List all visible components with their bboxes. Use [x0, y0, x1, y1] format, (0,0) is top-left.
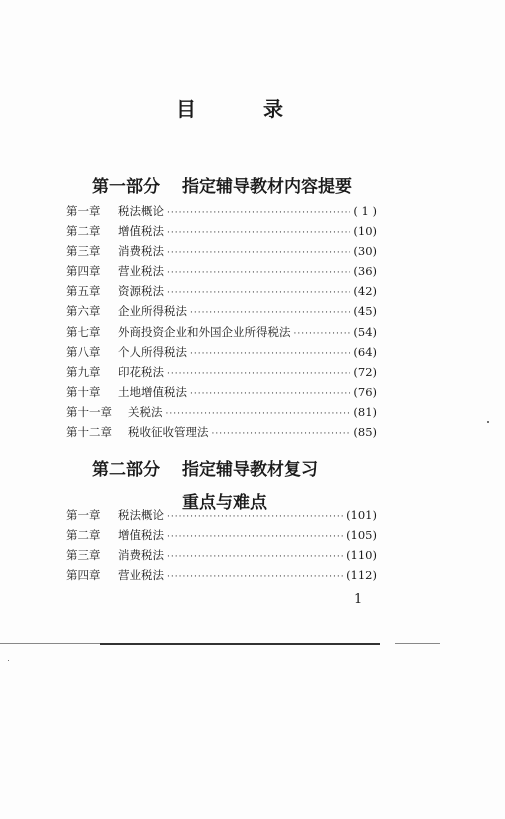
toc-entry[interactable]	[66, 567, 377, 587]
dot-leader	[167, 552, 343, 562]
chapter-title: 企业所得税法	[118, 304, 187, 319]
dot-leader	[167, 268, 350, 278]
page-number: (85)	[353, 425, 377, 440]
page-number: (72)	[353, 364, 377, 379]
scan-rule-main	[100, 643, 380, 645]
page-number: (54)	[353, 324, 377, 339]
part-two-heading	[92, 455, 318, 513]
toc-entry[interactable]	[66, 303, 377, 323]
part-title: 指定辅导教材复习	[182, 460, 318, 480]
dot-leader	[167, 288, 350, 298]
scan-rule-left	[0, 643, 100, 644]
toc-entry[interactable]	[66, 424, 377, 444]
chapter-number: 第五章	[66, 284, 101, 299]
page-number: (81)	[353, 404, 377, 419]
part-one-heading	[92, 172, 352, 197]
scan-rule-right	[395, 643, 440, 644]
toc-entry[interactable]	[66, 263, 377, 283]
dot-leader	[294, 329, 351, 339]
chapter-title: 资源税法	[118, 284, 164, 299]
chapter-number: 第三章	[66, 548, 101, 563]
page-number: (110)	[346, 548, 377, 563]
toc-part-one	[66, 203, 377, 444]
chapter-number: 第九章	[66, 364, 101, 379]
toc-entry[interactable]	[66, 283, 377, 303]
part-label: 第二部分	[92, 460, 160, 480]
chapter-number: 第十一章	[66, 404, 112, 419]
dot-leader	[167, 512, 343, 522]
chapter-number: 第一章	[66, 508, 101, 522]
chapter-number: 第八章	[66, 344, 101, 359]
page-number: (105)	[346, 528, 377, 543]
chapter-title: 税法概论	[118, 508, 164, 522]
chapter-title: 印花税法	[118, 364, 164, 379]
chapter-title: 消费税法	[118, 548, 164, 563]
chapter-number: 第三章	[66, 244, 101, 259]
toc-entry[interactable]	[66, 203, 377, 223]
dot-leader	[167, 532, 343, 542]
chapter-number: 第十二章	[66, 425, 112, 440]
dot-leader	[167, 572, 343, 582]
part-label: 第一部分	[92, 177, 160, 197]
toc-entry[interactable]	[66, 364, 377, 384]
chapter-number: 第四章	[66, 264, 101, 279]
chapter-title: 个人所得税法	[118, 344, 187, 359]
chapter-number: 第四章	[66, 568, 101, 583]
page-folio: 1	[354, 592, 363, 607]
page-number: (101)	[346, 508, 377, 522]
dot-leader	[190, 389, 350, 399]
chapter-title: 营业税法	[118, 264, 164, 279]
page-number: (10)	[353, 224, 377, 239]
part-subtitle: 重点与难点	[182, 493, 267, 513]
chapter-title: 增值税法	[118, 528, 164, 543]
toc-entry[interactable]	[66, 324, 377, 344]
toc-entry[interactable]	[66, 507, 377, 527]
toc-entry[interactable]	[66, 384, 377, 404]
part-title: 指定辅导教材内容提要	[182, 177, 352, 197]
toc-entry[interactable]	[66, 243, 377, 263]
dot-leader	[167, 208, 350, 218]
chapter-number: 第七章	[66, 324, 101, 339]
page-number: (45)	[353, 304, 377, 319]
chapter-title: 税收征收管理法	[128, 425, 209, 440]
page-title: 目 录	[176, 97, 313, 121]
dot-leader	[212, 429, 351, 439]
page-number: (112)	[346, 568, 377, 583]
toc-entry[interactable]	[66, 223, 377, 243]
dot-leader	[167, 369, 350, 379]
scan-speck	[487, 421, 489, 423]
toc-entry[interactable]	[66, 404, 377, 424]
page-number: (42)	[353, 284, 377, 299]
chapter-number: 第二章	[66, 528, 101, 543]
page-number: (30)	[353, 244, 377, 259]
chapter-title: 关税法	[128, 404, 163, 419]
dot-leader	[190, 308, 350, 318]
page-number: (76)	[353, 384, 377, 399]
chapter-title: 消费税法	[118, 244, 164, 259]
scan-speck	[8, 660, 9, 661]
chapter-number: 第一章	[66, 204, 101, 218]
page-number: ( 1 )	[353, 204, 377, 218]
chapter-number: 第十章	[66, 384, 101, 399]
chapter-title: 税法概论	[118, 204, 164, 218]
dot-leader	[166, 409, 351, 419]
page-number: (36)	[353, 264, 377, 279]
dot-leader	[190, 349, 350, 359]
toc-entry[interactable]	[66, 344, 377, 364]
chapter-title: 外商投资企业和外国企业所得税法	[118, 324, 291, 339]
toc-entry[interactable]	[66, 547, 377, 567]
chapter-number: 第六章	[66, 304, 101, 319]
chapter-title: 土地增值税法	[118, 384, 187, 399]
dot-leader	[167, 228, 350, 238]
page-number: (64)	[353, 344, 377, 359]
chapter-title: 增值税法	[118, 224, 164, 239]
chapter-number: 第二章	[66, 224, 101, 239]
dot-leader	[167, 248, 350, 258]
chapter-title: 营业税法	[118, 568, 164, 583]
toc-entry[interactable]	[66, 527, 377, 547]
toc-part-two	[66, 507, 377, 587]
